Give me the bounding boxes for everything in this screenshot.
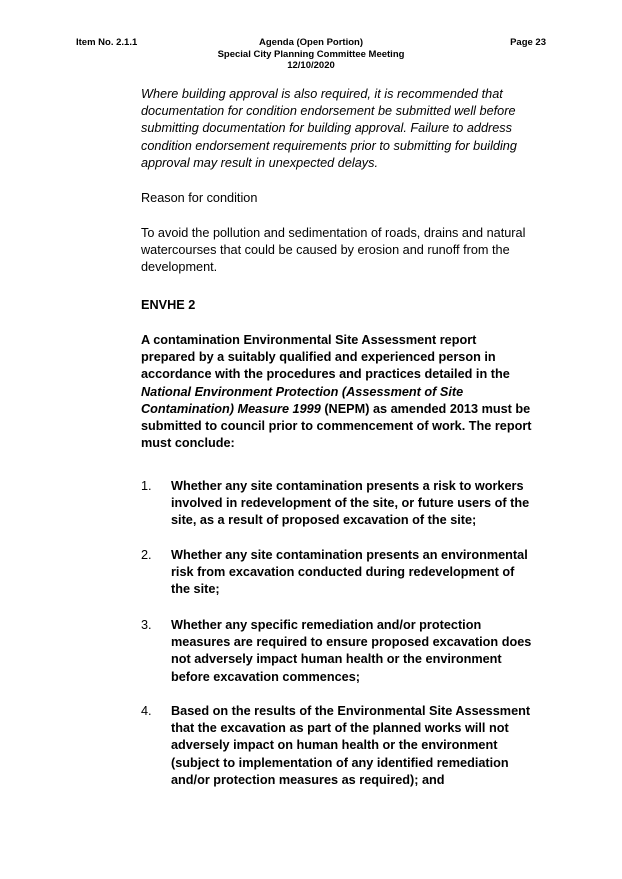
list-item-text: Whether any specific remediation and/or protection measures are required to ensure proposed excavation does not adversely impact human health or the environment before excavation commences;: [171, 618, 532, 684]
list-item-number: 2.: [141, 548, 152, 562]
reason-text: To avoid the pollution and sedimentation of roads, drains and natural watercourses that could be caused by erosion and runoff from the development.: [141, 226, 526, 275]
header-page-number: Page 23: [510, 37, 546, 48]
condition-code: ENVHE 2: [141, 298, 196, 312]
list-item-number: 3.: [141, 618, 152, 632]
header-item-number: Item No. 2.1.1: [76, 37, 138, 48]
building-approval-note: Where building approval is also required, it is recommended that documentation for condition endorsement be submitted well before submitting documentation for building approval. Failure to address condition endorsement requirements prior to submitting for building approval may result in unexpected delays.: [141, 87, 517, 170]
header-meeting: Special City Planning Committee Meeting: [217, 48, 405, 60]
header-agenda: Agenda (Open Portion): [259, 37, 363, 48]
list-item-text: Whether any site contamination presents a risk to workers involved in redevelopment of the site, or future users of the site, as a result of proposed excavation of the site;: [171, 479, 530, 528]
contamination-paragraph: [141, 332, 533, 452]
list-item-number: 4.: [141, 704, 152, 718]
contamination-text-2: (NEPM) as amended 2013 must be submitted to council prior to commencement of work. The report must conclude:: [141, 401, 532, 451]
list-item-text: Based on the results of the Environmental Site Assessment that the excavation as part of the planned works will not adversely impact on human health or the environment (subject to implementation of any identified remediation and/or protection measures as required); and: [171, 704, 531, 787]
header-date: 12/10/2020: [287, 60, 335, 71]
list-item-number: 1.: [141, 479, 152, 493]
contamination-text-1: A contamination Environmental Site Assessment report prepared by a suitably qualified and experienced person in accordance with the procedures and practices detailed in the: [141, 333, 510, 382]
reason-heading: Reason for condition: [141, 191, 258, 205]
list-item-text: Whether any site contamination presents an environmental risk from excavation conducted during redevelopment of the site;: [171, 548, 528, 597]
nepm-title: National Environment Protection (Assessment of Site Contamination) Measure 1999: [141, 384, 464, 416]
